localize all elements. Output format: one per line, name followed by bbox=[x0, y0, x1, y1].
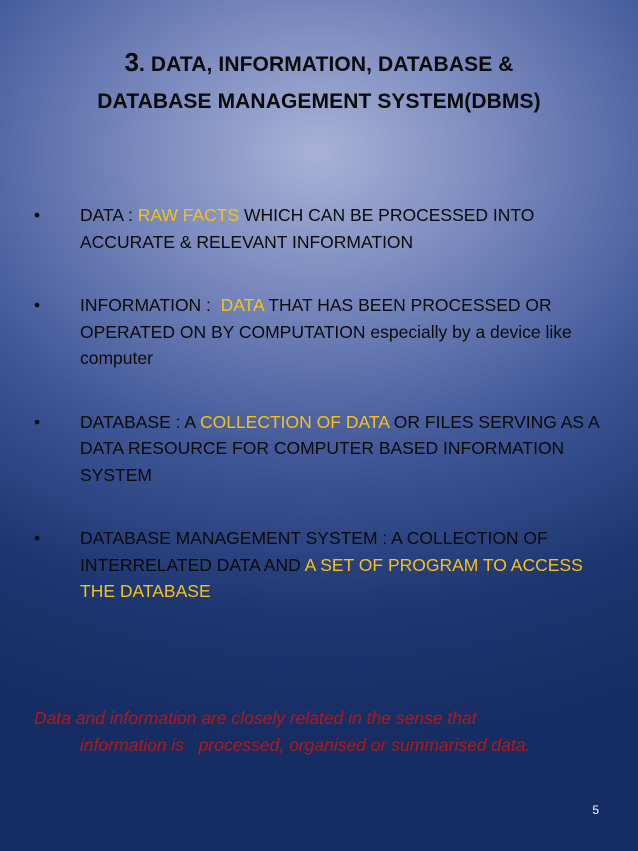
bullet-marker: • bbox=[34, 205, 41, 225]
bullet-information bbox=[34, 292, 614, 372]
bullet-highlight: COLLECTION OF DATA bbox=[199, 411, 389, 432]
bullet-text: DATA : bbox=[80, 205, 138, 225]
bullet-data bbox=[34, 202, 614, 255]
bullet-marker: • bbox=[34, 295, 41, 315]
bullet-highlight: RAW FACTS bbox=[137, 205, 240, 225]
bullet-list bbox=[34, 202, 614, 642]
title-line-2: DATABASE MANAGEMENT SYSTEM(DBMS) bbox=[97, 90, 541, 113]
title-number: 3 bbox=[124, 47, 140, 77]
bullet-text: DATABASE MANAGEMENT SYSTEM : A COLLECTION OF INTERRELATED DATA AND bbox=[80, 528, 548, 575]
bullet-text: OR FILES SERVING AS A DATA RESOURCE FOR COMPUTER BASED INFORMATION SYSTEM bbox=[80, 411, 599, 485]
bullet-highlight: DATA bbox=[220, 295, 264, 315]
slide-title bbox=[30, 44, 608, 120]
title-line-1 bbox=[30, 44, 608, 83]
bullet-marker: • bbox=[34, 411, 41, 432]
page-number: 5 bbox=[592, 803, 599, 817]
note-line-rest: information is processed, organised or summarised data. bbox=[80, 735, 531, 755]
note-line-1: Data and information are closely related in the sense that bbox=[34, 708, 477, 728]
bullet-text: INFORMATION : bbox=[80, 295, 221, 315]
summary-note bbox=[34, 705, 609, 759]
bullet-database bbox=[34, 409, 614, 489]
bullet-marker: • bbox=[34, 528, 41, 548]
bullet-text: THAT HAS BEEN PROCESSED OR OPERATED ON BY COMPUTATION especially by a device like computer bbox=[80, 295, 572, 368]
bullet-highlight: A SET OF PROGRAM TO ACCESS THE DATABASE bbox=[80, 554, 583, 601]
bullet-text: WHICH CAN BE PROCESSED INTO ACCURATE & RELEVANT INFORMATION bbox=[80, 205, 535, 252]
title-text-1: . DATA, INFORMATION, DATABASE & bbox=[139, 53, 514, 76]
bullet-text: DATABASE : A bbox=[80, 411, 200, 432]
bullet-dbms bbox=[34, 525, 614, 605]
